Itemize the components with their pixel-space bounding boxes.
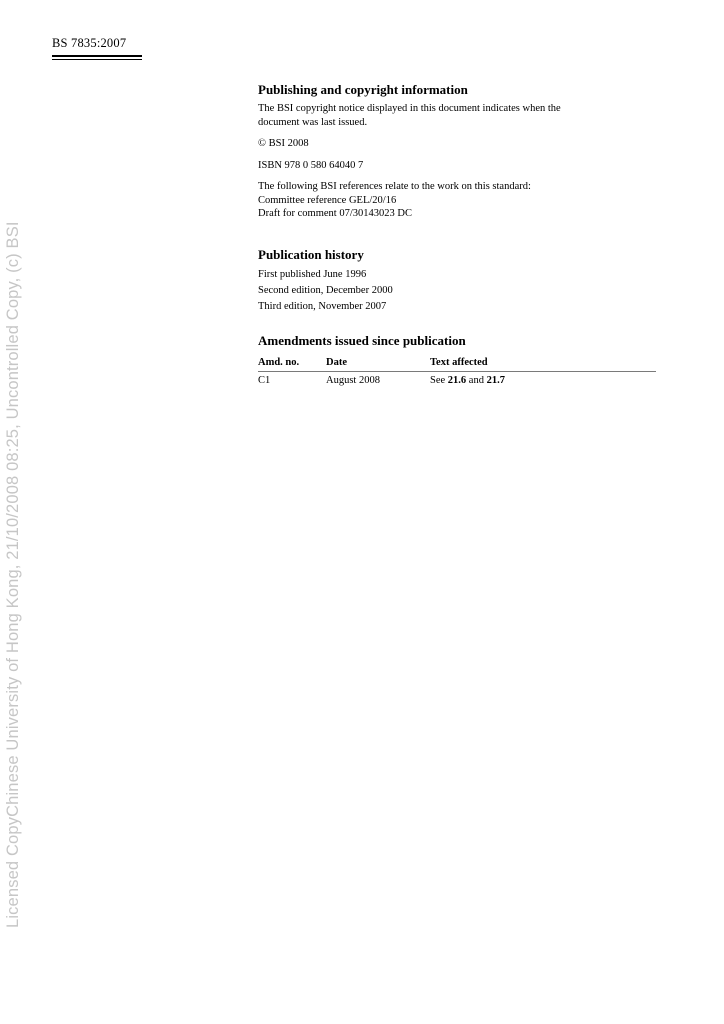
amendments-section bbox=[258, 333, 656, 386]
column-header-text-affected: Text affected bbox=[430, 357, 656, 372]
publishing-section bbox=[258, 82, 656, 221]
text-affected-cell bbox=[430, 371, 656, 386]
text-middle: and bbox=[466, 374, 487, 386]
history-entry: Third edition, November 2007 bbox=[258, 300, 387, 312]
header-rule-thin bbox=[52, 59, 142, 60]
publishing-heading: Publishing and copyright information bbox=[258, 82, 468, 97]
running-header bbox=[52, 36, 142, 60]
amendments-table bbox=[258, 357, 656, 386]
isbn-line: ISBN 978 0 580 64040 7 bbox=[258, 159, 364, 171]
notice-line: document was last issued. bbox=[258, 116, 368, 128]
table-row bbox=[258, 371, 656, 386]
history-entry: First published June 1996 bbox=[258, 268, 367, 280]
main-content bbox=[258, 82, 656, 386]
header-rule-thick bbox=[52, 55, 142, 57]
clause-reference: 21.7 bbox=[486, 374, 505, 386]
draft-reference: Draft for comment 07/30143023 DC bbox=[258, 208, 412, 219]
committee-reference: Committee reference GEL/20/16 bbox=[258, 194, 397, 206]
table-header-row bbox=[258, 357, 656, 372]
amd-no-cell: C1 bbox=[258, 374, 271, 386]
column-header-date: Date bbox=[326, 357, 430, 372]
bsi-references bbox=[258, 180, 656, 221]
history-section bbox=[258, 247, 656, 315]
copyright-line: © BSI 2008 bbox=[258, 138, 309, 149]
amendments-heading: Amendments issued since publication bbox=[258, 332, 466, 348]
references-intro: The following BSI references relate to the work on this standard: bbox=[258, 181, 531, 192]
date-cell: August 2008 bbox=[326, 374, 380, 386]
text-prefix: See bbox=[430, 374, 448, 386]
history-heading: Publication history bbox=[258, 246, 364, 262]
standard-code: BS 7835:2007 bbox=[52, 36, 127, 50]
license-watermark: Licensed CopyChinese University of Hong Kong, 21/10/2008 08:25, Uncontrolled Copy, (c) BSI bbox=[4, 221, 22, 928]
column-header-amd-no: Amd. no. bbox=[258, 357, 326, 372]
notice-line: The BSI copyright notice displayed in this document indicates when the bbox=[258, 103, 561, 114]
history-entry: Second edition, December 2000 bbox=[258, 284, 393, 296]
copyright-notice bbox=[258, 102, 656, 129]
clause-reference: 21.6 bbox=[447, 374, 467, 386]
